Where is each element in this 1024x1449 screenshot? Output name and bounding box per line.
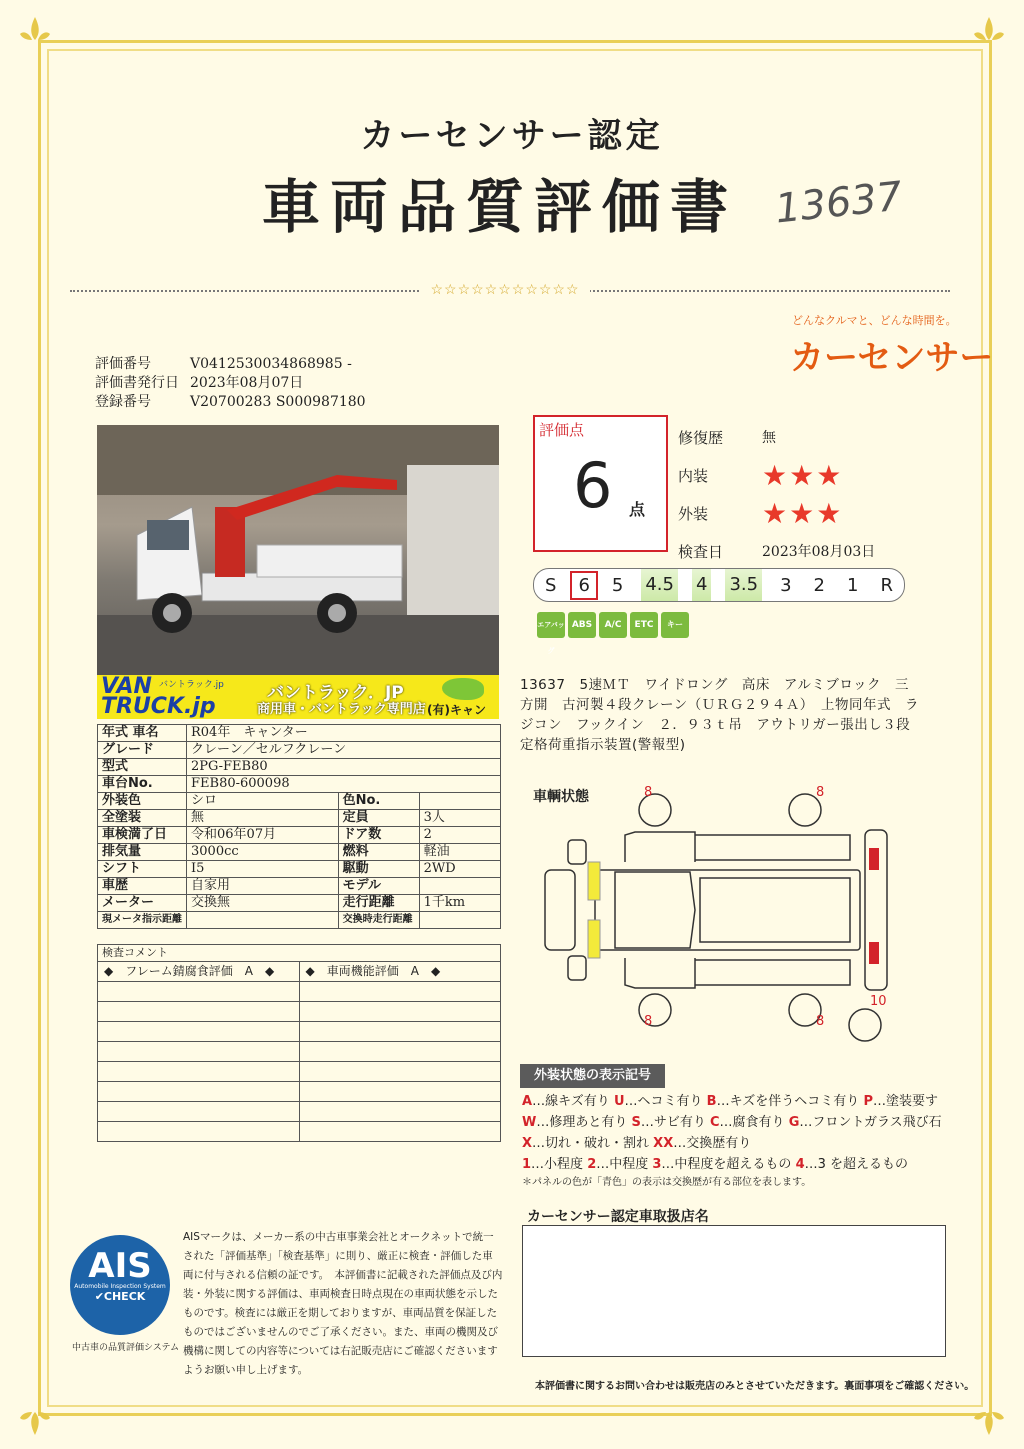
meta-block: [95, 355, 366, 412]
legend-desc: …3 を超えるもの: [804, 1157, 909, 1172]
legend-line: [522, 1091, 942, 1112]
attribute-label: 外装: [678, 504, 709, 523]
legend-desc: …修理あと有り: [536, 1115, 632, 1130]
table-row: [98, 895, 501, 912]
brand-logo: カーセンサー: [790, 338, 994, 378]
legend-desc: …フロントガラス飛び石: [799, 1115, 942, 1130]
repair-history-value: 無: [762, 430, 776, 446]
comment-cell: [300, 1062, 501, 1081]
comment-cell: [300, 1022, 501, 1041]
spec-label: グレード: [98, 742, 187, 759]
comment-cell: [98, 1022, 300, 1041]
comment-row: [98, 1102, 500, 1122]
table-row: [98, 776, 501, 793]
attribute-row: [678, 532, 875, 570]
comment-row: [98, 1122, 500, 1141]
legend-desc: …切れ・破れ・割れ: [532, 1136, 654, 1151]
vehicle-photo: [97, 425, 499, 675]
legend-desc: …腐食有り: [719, 1115, 789, 1130]
spec-value: 2PG-FEB80: [187, 759, 501, 776]
dealer-banner: [97, 675, 499, 719]
comment-cell: [300, 1002, 501, 1021]
table-row: [98, 793, 501, 810]
grade-scale-item: 3: [780, 574, 792, 596]
comment-row: [98, 1082, 500, 1102]
grade-scale-item: 2: [813, 574, 825, 596]
grade-scale: [533, 568, 905, 602]
attribute-row: [678, 494, 875, 532]
table-row: [98, 878, 501, 895]
comment-cell: [98, 1082, 300, 1101]
spec-value: 3000cc: [187, 844, 339, 861]
spec-value: シロ: [187, 793, 339, 810]
comment-row: [98, 1002, 500, 1022]
exterior-rating-stars: ★★★: [762, 496, 844, 530]
comment-cell: [98, 1002, 300, 1021]
grade-scale-item: 5: [611, 574, 624, 596]
vantruck-logo-line1: VAN: [101, 675, 152, 699]
spec-value: 交換無: [187, 895, 339, 912]
spec-label: 走行距離: [338, 895, 419, 912]
comment-cell: [98, 1062, 300, 1081]
fleur-de-lis-icon: [964, 1390, 1014, 1440]
comment-row: [98, 1062, 500, 1082]
spec-label: シフト: [98, 861, 187, 878]
banner-small-logo: バントラック.jp: [159, 680, 224, 690]
legend-desc: …ヘコミ有り: [624, 1094, 707, 1109]
legend-code: X: [522, 1136, 533, 1151]
grade-scale-item-selected: 6: [574, 575, 593, 596]
legend-code: G: [788, 1115, 800, 1130]
legend-desc: …中程度を超えるもの: [661, 1157, 796, 1172]
spec-value: I5: [187, 861, 339, 878]
legend-line: [522, 1112, 942, 1133]
legend-code: XX: [653, 1136, 674, 1151]
legend-code: 4: [795, 1157, 805, 1172]
spec-label: 色No.: [338, 793, 419, 810]
meta-label: 評価書発行日: [95, 375, 179, 391]
grade-scale-item: 1: [846, 574, 859, 596]
table-row: [98, 912, 501, 929]
dealer-box: [522, 1225, 946, 1357]
damage-mark: 10: [870, 994, 887, 1009]
ais-logo-sub: Automobile Inspection System: [74, 1283, 166, 1290]
spec-label: 交換時走行距離: [338, 912, 419, 929]
spec-label: 車検満了日: [98, 827, 187, 844]
comment-cell: [300, 1042, 501, 1061]
comment-row: [98, 1042, 500, 1062]
spec-value: [419, 912, 500, 929]
airbag-icon: エアバッグ: [537, 612, 565, 638]
score-label: 評価点: [539, 421, 585, 439]
meta-value: V20700283 S000987180: [190, 394, 366, 410]
legend-desc: …交換歴有り: [673, 1136, 752, 1151]
spec-value: クレーン／セルフクレーン: [187, 742, 501, 759]
spec-value: 令和06年07月: [187, 827, 339, 844]
legend-code: B: [706, 1094, 717, 1109]
legend-code: 2: [587, 1157, 597, 1172]
comment-cell: [98, 1102, 300, 1121]
legend-desc: …小程度: [531, 1157, 588, 1172]
spec-value: 1千km: [419, 895, 500, 912]
banner-tagline: 商用車・バントラック専門店: [257, 702, 426, 717]
legend-desc: …中程度: [596, 1157, 653, 1172]
legend-line: [522, 1133, 942, 1154]
damage-mark: 8: [816, 1014, 825, 1029]
spec-label: メーター: [98, 895, 187, 912]
vantruck-logo-line2: TRUCK.jp: [101, 694, 216, 719]
spec-value: [187, 912, 339, 929]
score-unit: 点: [629, 500, 646, 519]
comment-cell: [300, 1102, 501, 1121]
spec-label: ドア数: [338, 827, 419, 844]
meta-value: 2023年08月07日: [190, 375, 304, 391]
spec-value: [419, 793, 500, 810]
spec-value: 2WD: [419, 861, 500, 878]
legend-desc: …線キズ有り: [532, 1094, 614, 1109]
fleur-de-lis-icon: [10, 12, 60, 62]
fleur-de-lis-icon: [10, 1390, 60, 1440]
comments-title: 検査コメント: [98, 945, 500, 962]
spec-value: R04年 キャンター: [187, 725, 501, 742]
divider-stars: ☆☆☆☆☆☆☆☆☆☆☆: [420, 282, 590, 298]
legend-desc: …キズを伴うヘコミ有り: [716, 1094, 864, 1109]
spec-label: 駆動: [338, 861, 419, 878]
meta-row: [95, 374, 366, 393]
truck-illustration: [97, 425, 499, 675]
ais-check-text: CHECK: [103, 1290, 146, 1303]
spec-value: 自家用: [187, 878, 339, 895]
banner-site: バントラック．JP: [267, 683, 404, 703]
banner-company: (有)キャン: [427, 703, 486, 717]
inspection-comments: [97, 944, 501, 1142]
vehicle-remarks: 13637 5速ＭＴ ワイドロング 高床 アルミブロック 三方開 古河製４段クレーン（ＵＲＧ２９４Ａ） 上物同年式 ラジコン フックイン ２．９３ｔ吊 アウトリガー張出し３段 定格荷重指示装置(警報型): [520, 677, 925, 753]
spec-value: 軽油: [419, 844, 500, 861]
table-row: [98, 725, 501, 742]
interior-rating-stars: ★★★: [762, 458, 844, 492]
legend-title: 外装状態の表示記号: [520, 1064, 665, 1088]
spec-label: モデル: [338, 878, 419, 895]
etc-icon: ETC: [630, 612, 658, 638]
legend-code: A: [522, 1094, 533, 1109]
grade-scale-item: R: [880, 574, 893, 596]
equipment-icons: [537, 612, 689, 655]
fleur-de-lis-icon: [964, 12, 1014, 62]
comment-cell: [300, 1082, 501, 1101]
vehicle-condition-diagram: [520, 780, 920, 1045]
document-subtitle: カーセンサー認定: [360, 116, 664, 156]
comment-cell: [98, 1122, 300, 1141]
meta-label: 評価番号: [95, 356, 151, 372]
legend-desc: …サビ有り: [640, 1115, 710, 1130]
attribute-label: 修復歴: [678, 428, 724, 447]
comment-cell: [300, 982, 501, 1001]
comment-row: [98, 982, 500, 1002]
attribute-row: [678, 418, 875, 456]
ais-logo: [70, 1235, 170, 1335]
inspection-date-value: 2023年08月03日: [762, 544, 876, 560]
brand-tagline: どんなクルマと、どんな時間を。: [792, 314, 957, 327]
attribute-label: 内装: [678, 466, 709, 485]
comment-cell: [98, 1042, 300, 1061]
spec-label: 燃料: [338, 844, 419, 861]
spec-value: FEB80-600098: [187, 776, 501, 793]
attribute-row: [678, 456, 875, 494]
smart-key-icon: キー: [661, 612, 689, 638]
check-icon: ✔CHECK: [94, 1290, 146, 1303]
damage-mark: 8: [816, 785, 825, 800]
table-row: [98, 844, 501, 861]
meta-label: 登録番号: [95, 394, 151, 410]
legend-code: U: [613, 1094, 625, 1109]
condition-title: 車輌状態: [533, 789, 589, 805]
legend-code: C: [710, 1115, 720, 1130]
meta-row: [95, 355, 366, 374]
spec-value: 無: [187, 810, 339, 827]
grade-scale-item: 4.5: [641, 569, 678, 601]
ais-caption: 中古車の品質評価システム: [72, 1343, 180, 1353]
table-row: [98, 827, 501, 844]
spec-value: 3人: [419, 810, 500, 827]
legend-desc: …塗装要す: [872, 1094, 938, 1109]
comment-cell: [300, 1122, 501, 1141]
ais-description: AISマークは、メーカー系の中古車事業会社とオークネットで統一された「評価基準」「検査基準」に則り、厳正に検査・評価した車両に付与される信頼の証です。 本評価書に記載された評価点及び内装・外装に関する評価は、車両検査日時点現在の車両状態を示したものです。検査には厳正を期しておりますが、車両品質を保証したものではございませんのでご了承ください。また、車両の機関及び機構に関しての内容等については右記販売店にご確認くださいますようお願い申し上げます。: [183, 1231, 503, 1376]
score-box: [533, 415, 668, 552]
dealer-title: カーセンサー認定車取扱店名: [527, 1209, 709, 1225]
document-title: 車両品質評価書: [261, 173, 738, 241]
attribute-label: 検査日: [678, 542, 724, 561]
spec-label: 車台No.: [98, 776, 187, 793]
table-row: [98, 810, 501, 827]
frame-rating: ◆ フレーム錆腐食評価 A ◆: [98, 962, 300, 981]
spec-label: 年式 車名: [98, 725, 187, 742]
function-rating: ◆ 車両機能評価 A ◆: [305, 964, 441, 978]
spec-label: 型式: [98, 759, 187, 776]
damage-mark: 8: [644, 785, 653, 800]
legend: [522, 1091, 942, 1191]
ais-logo-text: AIS: [88, 1246, 152, 1286]
spec-table: [97, 724, 501, 929]
grade-scale-item: 4: [692, 569, 711, 601]
spec-label: 全塗装: [98, 810, 187, 827]
handwritten-number: 13637: [772, 173, 905, 233]
grade-scale-item: S: [545, 574, 557, 596]
comment-cell: [98, 982, 300, 1001]
legend-note: ＊パネルの色が「青色」の表示は交換歴が有る部位を表します。: [522, 1177, 812, 1188]
spec-label: 外装色: [98, 793, 187, 810]
legend-code: S: [631, 1115, 641, 1130]
meta-row: [95, 393, 366, 412]
spec-label: 車歴: [98, 878, 187, 895]
table-row: [98, 861, 501, 878]
comment-row: [98, 962, 500, 982]
aircon-icon: A/C: [599, 612, 627, 638]
spec-value: 2: [419, 827, 500, 844]
grade-scale-item: 3.5: [725, 569, 762, 601]
legend-code: 3: [652, 1157, 662, 1172]
attribute-list: [678, 418, 875, 570]
spec-label: 現メータ指示距離: [98, 912, 187, 929]
legend-code: 1: [522, 1157, 532, 1172]
abs-icon: ABS: [568, 612, 596, 638]
score-value: 6: [573, 449, 613, 522]
leaf-icon: [442, 678, 484, 700]
comment-row: [98, 1022, 500, 1042]
table-row: [98, 742, 501, 759]
footer-note: 本評価書に関するお問い合わせは販売店のみとさせていただきます。裏面事項をご確認ください。: [535, 1381, 975, 1392]
table-row: [98, 759, 501, 776]
legend-line: [522, 1154, 942, 1175]
spec-value: [419, 878, 500, 895]
legend-code: W: [522, 1115, 537, 1130]
legend-code: P: [863, 1094, 873, 1109]
damage-mark: 8: [644, 1014, 653, 1029]
meta-value: V0412530034868985 -: [190, 356, 352, 372]
spec-label: 排気量: [98, 844, 187, 861]
spec-label: 定員: [338, 810, 419, 827]
